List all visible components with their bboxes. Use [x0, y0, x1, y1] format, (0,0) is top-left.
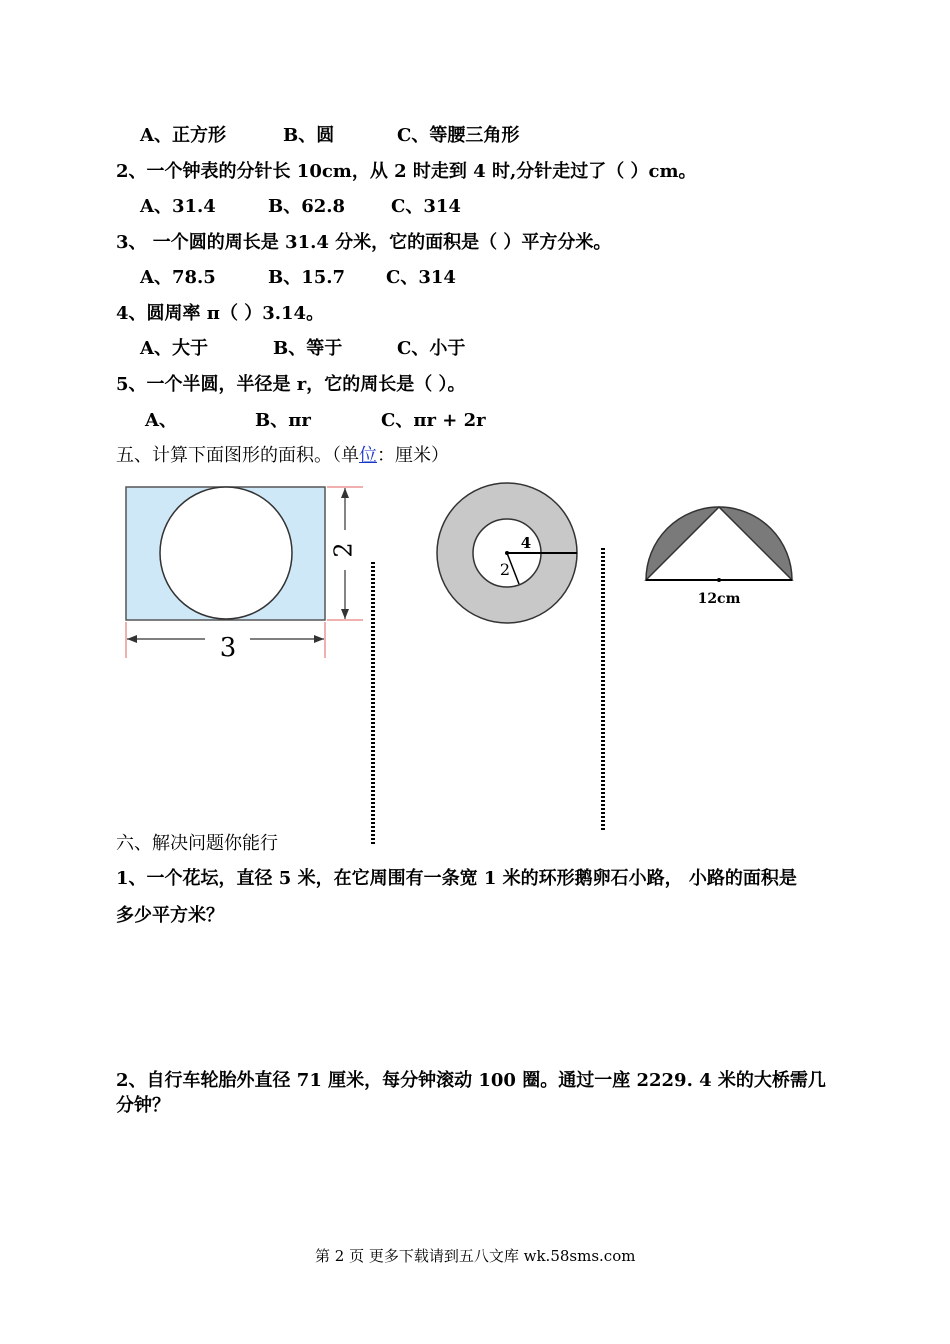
problem-1-line-2: 多少平方米？ — [116, 905, 224, 926]
q1-option-a: A、正方形 — [140, 125, 226, 146]
inner-circle-shape — [160, 487, 292, 619]
question-3: 3、 一个圆的周长是 31.4 分米，它的面积是（ ）平方分米。 — [116, 232, 612, 253]
q3-option-c: C、314 — [386, 267, 456, 288]
q1-option-c: C、等腰三角形 — [397, 125, 520, 146]
q3-option-a: A、78.5 — [140, 267, 216, 288]
ring-outer-label: 4 — [520, 534, 532, 552]
height-arrowhead-bottom — [341, 609, 349, 619]
semicircle-diameter-label: 12cm — [697, 591, 741, 607]
ring-center-dot — [505, 551, 509, 555]
width-arrowhead-right — [314, 635, 324, 643]
q5-option-b: B、πr — [255, 410, 311, 431]
q2-option-c: C、314 — [391, 196, 461, 217]
page-footer: 第 2 页 更多下载请到五八文库 wk.58sms.com — [315, 1247, 636, 1265]
rect-height-label: 2 — [329, 542, 358, 558]
q2-option-a: A、31.4 — [140, 196, 216, 217]
section-5-heading — [116, 441, 449, 467]
semicircle-center-dot — [717, 578, 721, 582]
q4-option-c: C、小于 — [397, 338, 466, 359]
problem-2-line-1: 2、自行车轮胎外直径 71 厘米，每分钟滚动 100 圈。通过一座 2229. 4 米的大桥需几 — [116, 1070, 826, 1091]
height-arrowhead-top — [341, 488, 349, 498]
q1-option-b: B、圆 — [283, 125, 335, 146]
section-5-suffix: ：厘米） — [377, 445, 449, 466]
question-2: 2、一个钟表的分针长 10cm，从 2 时走到 4 时,分针走过了（ ）cm。 — [116, 161, 697, 182]
q5-option-c: C、πr + 2r — [381, 410, 486, 431]
problem-2-line-2: 分钟？ — [116, 1095, 170, 1116]
q5-option-a: A、 — [145, 410, 177, 431]
figure-ring — [430, 478, 620, 838]
problem-1-line-1: 1、一个花坛，直径 5 米，在它周围有一条宽 1 米的环形鹅卵石小路， 小路的面积是 — [116, 868, 797, 889]
q4-option-b: B、等于 — [273, 338, 343, 359]
q4-option-a: A、大于 — [140, 338, 208, 359]
figure-semicircle — [640, 495, 800, 613]
section-6-heading: 六、解决问题你能行 — [116, 833, 278, 854]
section-5-prefix: 五、计算下面图形的面积。（单 — [116, 445, 359, 466]
q3-option-b: B、15.7 — [268, 267, 346, 288]
width-arrowhead-left — [127, 635, 137, 643]
unit-link[interactable]: 位 — [359, 445, 377, 466]
question-5: 5、一个半圆，半径是 r，它的周长是（ ）。 — [116, 374, 466, 395]
question-4: 4、圆周率 π（ ）3.14。 — [116, 303, 325, 324]
rect-width-label: 3 — [219, 633, 237, 663]
figure-rectangle-circle — [115, 478, 380, 848]
q2-option-b: B、62.8 — [268, 196, 346, 217]
ring-inner-label: 2 — [499, 560, 511, 579]
